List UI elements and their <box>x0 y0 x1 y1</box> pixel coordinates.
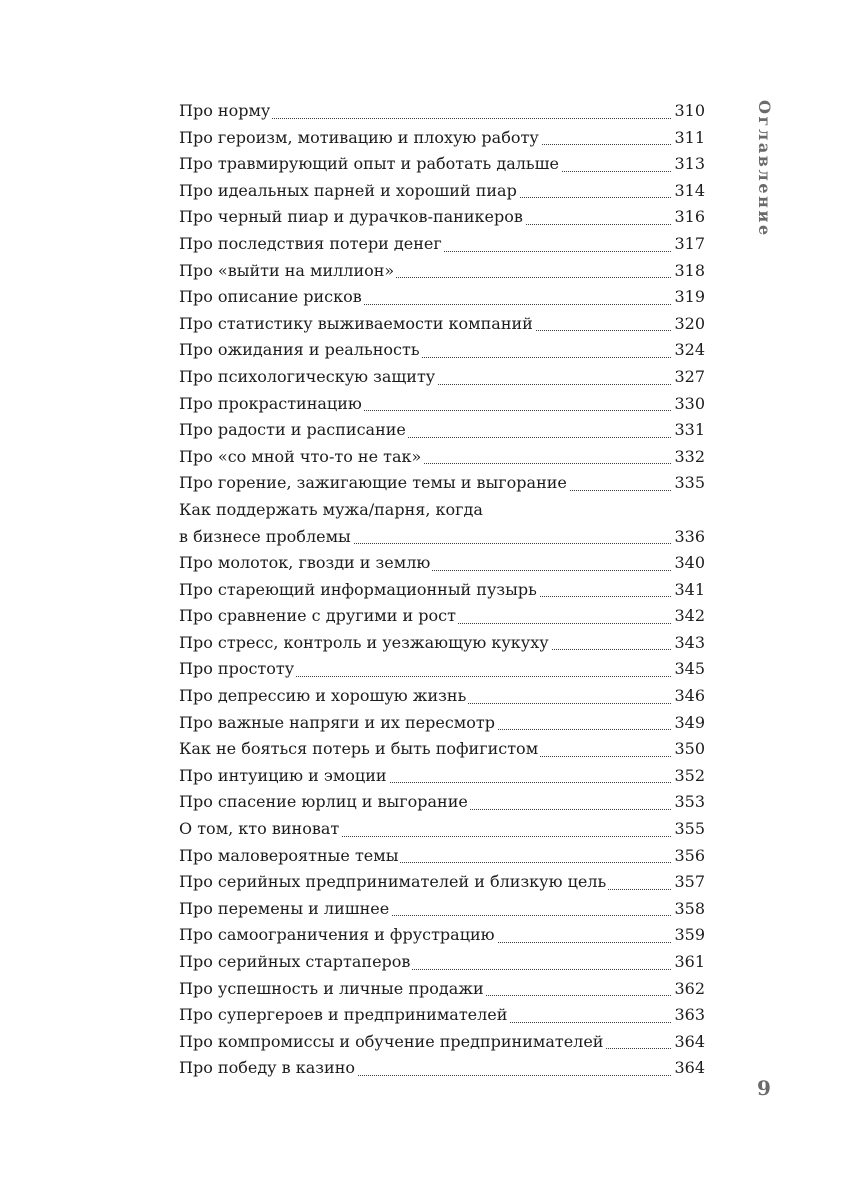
toc-entry-page-number: 358 <box>672 896 705 923</box>
toc-entry-title-line: О том, кто виноват <box>179 819 340 839</box>
toc-entry-title-line: Про компромиссы и обучение предпринимателей <box>179 1031 604 1051</box>
toc-entry-page-number: 355 <box>672 816 705 843</box>
toc-entry-page-number: 346 <box>672 683 705 710</box>
toc-entry-title-line: Про стресс, контроль и уезжающую кукуху <box>179 632 549 652</box>
toc-entry[interactable] <box>179 603 705 630</box>
toc-entry-page-number: 342 <box>672 603 705 630</box>
toc-entry-page-number: 314 <box>672 178 705 205</box>
toc-entry-title <box>179 154 561 173</box>
toc-entry-page-number: 362 <box>672 976 705 1003</box>
toc-entry-title <box>179 394 364 413</box>
toc-entry-title-line: Про горение, зажигающие темы и выгорание <box>179 473 567 493</box>
toc-entry[interactable] <box>179 470 705 497</box>
toc-entry-title-line: Про последствия потери денег <box>179 233 442 253</box>
toc-entry-title-line: Про «выйти на миллион» <box>179 260 395 280</box>
toc-entry-title <box>179 101 272 120</box>
toc-entry-page-number: 327 <box>672 364 705 391</box>
toc-entry-title-line: Про стареющий информационный пузырь <box>179 579 537 599</box>
toc-entry[interactable] <box>179 258 705 285</box>
toc-entry-page-number: 316 <box>672 204 705 231</box>
toc-entry-page-number: 340 <box>672 550 705 577</box>
toc-entry-page-number: 336 <box>672 524 705 551</box>
toc-entry-title <box>179 606 458 625</box>
toc-entry-page-number: 352 <box>672 763 705 790</box>
toc-entry[interactable] <box>179 178 705 205</box>
toc-entry-title <box>179 899 391 918</box>
toc-entry[interactable] <box>179 869 705 896</box>
toc-entry-title <box>179 553 432 572</box>
toc-entry-title-line: Про серийных стартаперов <box>179 952 411 971</box>
toc-entry[interactable] <box>179 683 705 710</box>
toc-entry[interactable] <box>179 337 705 364</box>
toc-entry-page-number: 324 <box>672 337 705 364</box>
toc-entry-page-number: 356 <box>672 843 705 870</box>
toc-entry-title-line: Про черный пиар и дурачков-паникеров <box>179 207 523 227</box>
toc-entry-title <box>179 846 400 865</box>
toc-entry-title <box>179 952 412 971</box>
toc-entry-title-line: Про интуицию и эмоции <box>179 765 387 785</box>
toc-entry-title-line: Про радости и расписание <box>179 420 406 440</box>
toc-entry-page-number: 318 <box>672 258 705 285</box>
toc-entry-title-line: Про перемены и лишнее <box>179 898 390 918</box>
toc-entry-title <box>179 925 497 944</box>
toc-entry-title <box>179 447 423 466</box>
toc-entry-page-number: 319 <box>672 284 705 311</box>
toc-entry-title <box>179 1032 605 1051</box>
toc-entry[interactable] <box>179 656 705 683</box>
toc-entry[interactable] <box>179 949 705 976</box>
toc-entry-title <box>179 766 389 785</box>
toc-entry-title-line: Про психологическую защиту <box>179 366 436 386</box>
toc-entry-title-line: Как поддержать мужа/парня, когда <box>179 499 483 519</box>
toc-entry[interactable] <box>179 98 705 125</box>
toc-entry-title-line: Про прокрастинацию <box>179 393 362 413</box>
toc-entry-page-number: 331 <box>672 417 705 444</box>
toc-entry[interactable] <box>179 391 705 418</box>
toc-entry-page-number: 353 <box>672 789 705 816</box>
toc-entry-title-line: Как не бояться потерь и быть пофигистом <box>179 739 539 759</box>
toc-entry-title-line: Про героизм, мотивацию и плохую работу <box>179 127 539 147</box>
toc-entry-title <box>179 340 422 359</box>
toc-entry-title-line: Про победу в казино <box>179 1058 355 1078</box>
toc-entry-page-number: 320 <box>672 311 705 338</box>
toc-entry-title <box>179 739 540 758</box>
toc-entry-title <box>179 1005 509 1024</box>
toc-entry-title-line: Про спасение юрлиц и выгорание <box>179 792 468 812</box>
toc-entry-page-number: 349 <box>672 710 705 737</box>
toc-entry[interactable] <box>179 550 705 577</box>
toc-entry[interactable] <box>179 630 705 657</box>
toc-entry-title <box>179 207 525 226</box>
toc-entry[interactable] <box>179 816 705 843</box>
toc-entry-title-line: Про простоту <box>179 659 295 679</box>
toc-entry-title <box>179 287 364 306</box>
page-number: 9 <box>757 1076 771 1100</box>
toc-entry-title-line: Про супергероев и предпринимателей <box>179 1005 508 1025</box>
toc-entry-title-line: Про сравнение с другими и рост <box>179 606 456 626</box>
toc-entry[interactable] <box>179 151 705 178</box>
toc-entry-title-line: Про маловероятные темы <box>179 845 399 865</box>
table-of-contents <box>179 98 705 1082</box>
toc-entry-page-number: 363 <box>672 1002 705 1029</box>
toc-entry-page-number: 364 <box>672 1055 705 1082</box>
toc-entry-title-line: Про «со мной что-то не так» <box>179 446 422 466</box>
toc-entry-title <box>179 234 444 253</box>
toc-entry-title <box>179 473 569 492</box>
toc-entry[interactable] <box>179 1002 705 1029</box>
toc-entry-title-line: Про описание рисков <box>179 287 362 307</box>
toc-entry-title <box>179 367 437 386</box>
toc-entry[interactable] <box>179 284 705 311</box>
toc-entry-page-number: 364 <box>672 1029 705 1056</box>
toc-entry-title <box>179 261 396 280</box>
toc-entry-title <box>179 819 341 838</box>
toc-entry-page-number: 332 <box>672 444 705 471</box>
toc-entry-title-line: Про депрессию и хорошую жизнь <box>179 686 467 706</box>
toc-entry[interactable] <box>179 896 705 923</box>
toc-entry[interactable] <box>179 497 705 550</box>
toc-entry-title <box>179 1058 357 1077</box>
toc-entry-title <box>179 633 551 652</box>
toc-entry[interactable] <box>179 736 705 763</box>
toc-entry[interactable] <box>179 843 705 870</box>
toc-entry-page-number: 343 <box>672 630 705 657</box>
toc-entry[interactable] <box>179 417 705 444</box>
toc-entry[interactable] <box>179 204 705 231</box>
toc-entry[interactable] <box>179 763 705 790</box>
toc-entry-title-line: Про статистику выживаемости компаний <box>179 313 533 333</box>
toc-entry[interactable] <box>179 922 705 949</box>
toc-entry-page-number: 330 <box>672 391 705 418</box>
toc-entry-title <box>179 792 470 811</box>
toc-entry[interactable] <box>179 789 705 816</box>
toc-entry[interactable] <box>179 444 705 471</box>
toc-entry-title-line: Про идеальных парней и хороший пиар <box>179 180 517 200</box>
toc-entry-page-number: 357 <box>672 869 705 896</box>
toc-entry-title <box>179 314 535 333</box>
toc-entry-title-line: в бизнесе проблемы <box>179 526 351 546</box>
toc-entry[interactable] <box>179 231 705 258</box>
toc-entry[interactable] <box>179 577 705 604</box>
toc-entry-title-line: Про молоток, гвозди и землю <box>179 553 431 573</box>
toc-entry-title <box>179 979 486 998</box>
toc-entry-title-line: Про важные напряги и их пересмотр <box>179 712 495 732</box>
toc-entry[interactable] <box>179 976 705 1003</box>
toc-entry-title-line: Про травмирующий опыт и работать дальше <box>179 154 559 174</box>
toc-entry-title-line: Про ожидания и реальность <box>179 340 420 360</box>
toc-entry-page-number: 345 <box>672 656 705 683</box>
toc-entry-title <box>179 713 497 732</box>
toc-entry-page-number: 335 <box>672 470 705 497</box>
toc-entry[interactable] <box>179 1055 705 1082</box>
toc-entry-title-line: Про самоограничения и фрустрацию <box>179 925 495 945</box>
section-title: Оглавление <box>755 100 774 238</box>
toc-entry-title <box>179 181 519 200</box>
toc-entry-title-line: Про успешность и личные продажи <box>179 978 484 998</box>
toc-entry-page-number: 359 <box>672 922 705 949</box>
toc-entry[interactable] <box>179 311 705 338</box>
toc-entry-title-line: Про норму <box>179 101 271 120</box>
toc-entry-page-number: 313 <box>672 151 705 178</box>
toc-entry[interactable] <box>179 710 705 737</box>
toc-entry-page-number: 350 <box>672 736 705 763</box>
toc-entry-title <box>179 686 468 705</box>
toc-entry-title <box>179 128 541 147</box>
toc-entry-title <box>179 497 673 546</box>
toc-entry-page-number: 317 <box>672 231 705 258</box>
toc-entry-page-number: 311 <box>672 125 705 152</box>
toc-entry-title <box>179 420 408 439</box>
toc-entry-title <box>179 872 608 891</box>
toc-entry-page-number: 361 <box>672 949 705 976</box>
toc-entry-title <box>179 580 539 599</box>
toc-entry[interactable] <box>179 364 705 391</box>
toc-entry-title <box>179 659 296 678</box>
toc-entry-page-number: 310 <box>672 98 705 125</box>
toc-entry[interactable] <box>179 1029 705 1056</box>
toc-entry-title-line: Про серийных предпринимателей и близкую цель <box>179 872 607 892</box>
toc-entry-page-number: 341 <box>672 577 705 604</box>
toc-entry[interactable] <box>179 125 705 152</box>
